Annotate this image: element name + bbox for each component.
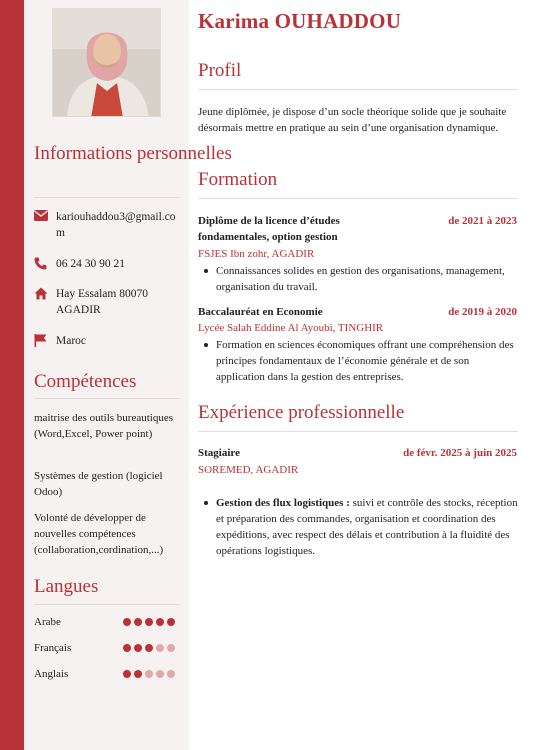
list-item — [198, 495, 518, 559]
bullet-heading: Gestion des flux logistiques : — [216, 497, 350, 509]
degree-date: de 2019 à 2020 — [448, 306, 517, 318]
level-dot-filled — [167, 618, 175, 626]
level-dot-filled — [123, 644, 131, 652]
level-dot-empty — [145, 670, 153, 678]
level-dot-filled — [134, 618, 142, 626]
degree-school: Lycée Salah Eddine Al Ayoubi, TINGHIR — [198, 322, 384, 334]
language-name: Arabe — [34, 616, 61, 628]
language-row — [34, 640, 184, 656]
section-divider — [198, 431, 518, 432]
level-dot-filled — [134, 670, 142, 678]
degree-details — [198, 337, 518, 385]
degree-title: Baccalauréat en Economie — [198, 306, 323, 318]
level-dot-empty — [156, 644, 164, 652]
section-divider — [34, 398, 180, 399]
level-dot-empty — [167, 644, 175, 652]
section-title-experience: Expérience professionnelle — [198, 402, 405, 423]
level-dot-filled — [123, 670, 131, 678]
envelope-icon — [34, 209, 56, 221]
skill-item: maitrise des outils bureautiques (Word,Excel, Power point) — [34, 412, 173, 440]
language-name: Anglais — [34, 668, 69, 680]
accent-band — [0, 0, 24, 750]
level-dot-filled — [123, 618, 131, 626]
level-dot-filled — [156, 618, 164, 626]
level-dot-empty — [167, 670, 175, 678]
section-title-langues: Langues — [34, 576, 99, 597]
level-dot-filled — [134, 644, 142, 652]
degree-date: de 2021 à 2023 — [448, 215, 517, 227]
level-dot-filled — [145, 618, 153, 626]
profile-text: Jeune diplômée, je dispose d’un socle théorique solide que je souhaite désormais mettre en pratique au sein d’une organisation dynamique. — [198, 106, 507, 134]
bullet-text: suivi et contrôle des stocks, réception et préparation des commandes, organisation et coordination des expéditions, avec respect des délais et contribution à la fluidité des opérations logistiques. — [216, 497, 518, 557]
info-address — [34, 286, 182, 318]
list-item: Connaissances solides en gestion des organisations, management, organisation du travail. — [198, 263, 518, 295]
section-divider — [34, 197, 180, 198]
skill-item: Volonté de développer de nouvelles compétences (collaboration,cordination,...) — [34, 512, 164, 556]
home-icon — [34, 286, 56, 300]
language-row — [34, 666, 184, 682]
flag-icon — [34, 333, 56, 347]
level-dot-filled — [145, 644, 153, 652]
language-level — [123, 670, 175, 678]
info-country — [34, 333, 182, 349]
portrait-illustration — [53, 9, 161, 117]
section-title-profil: Profil — [198, 60, 242, 81]
section-title-competences: Compétences — [34, 371, 137, 392]
section-divider — [198, 89, 518, 90]
country-text: Maroc — [56, 335, 87, 347]
candidate-name: Karima OUHADDOU — [198, 9, 402, 33]
section-divider — [34, 604, 180, 605]
email-text: kariouhaddou3@gmail.com — [56, 211, 176, 239]
skill-item: Systèmes de gestion (logiciel Odoo) — [34, 470, 163, 498]
section-title-formation: Formation — [198, 169, 278, 190]
address-text: Hay Essalam 80070 AGADIR — [56, 288, 148, 316]
degree-title: Diplôme de la licence d’études fondamentales, option gestion — [198, 215, 340, 243]
profile-photo — [52, 8, 161, 117]
degree-details — [198, 263, 518, 295]
info-email — [34, 209, 182, 241]
job-company: SOREMED, AGADIR — [198, 464, 299, 476]
degree-school: FSJES Ibn zohr, AGADIR — [198, 248, 315, 260]
language-name: Français — [34, 642, 72, 654]
job-title: Stagiaire — [198, 447, 240, 459]
info-phone — [34, 256, 182, 272]
language-row — [34, 614, 184, 630]
language-level — [123, 618, 175, 626]
section-divider — [198, 198, 518, 199]
phone-text: 06 24 30 90 21 — [56, 258, 125, 270]
job-date: de févr. 2025 à juin 2025 — [403, 447, 517, 459]
phone-icon — [34, 256, 56, 270]
list-item: Formation en sciences économiques offrant une compréhension des principes fondamentaux de l’économie générale et de son application dans la gestion des entreprises. — [198, 337, 518, 385]
language-level — [123, 644, 175, 652]
section-title-informations: Informations personnelles — [34, 143, 232, 164]
level-dot-empty — [156, 670, 164, 678]
job-details — [198, 495, 518, 559]
